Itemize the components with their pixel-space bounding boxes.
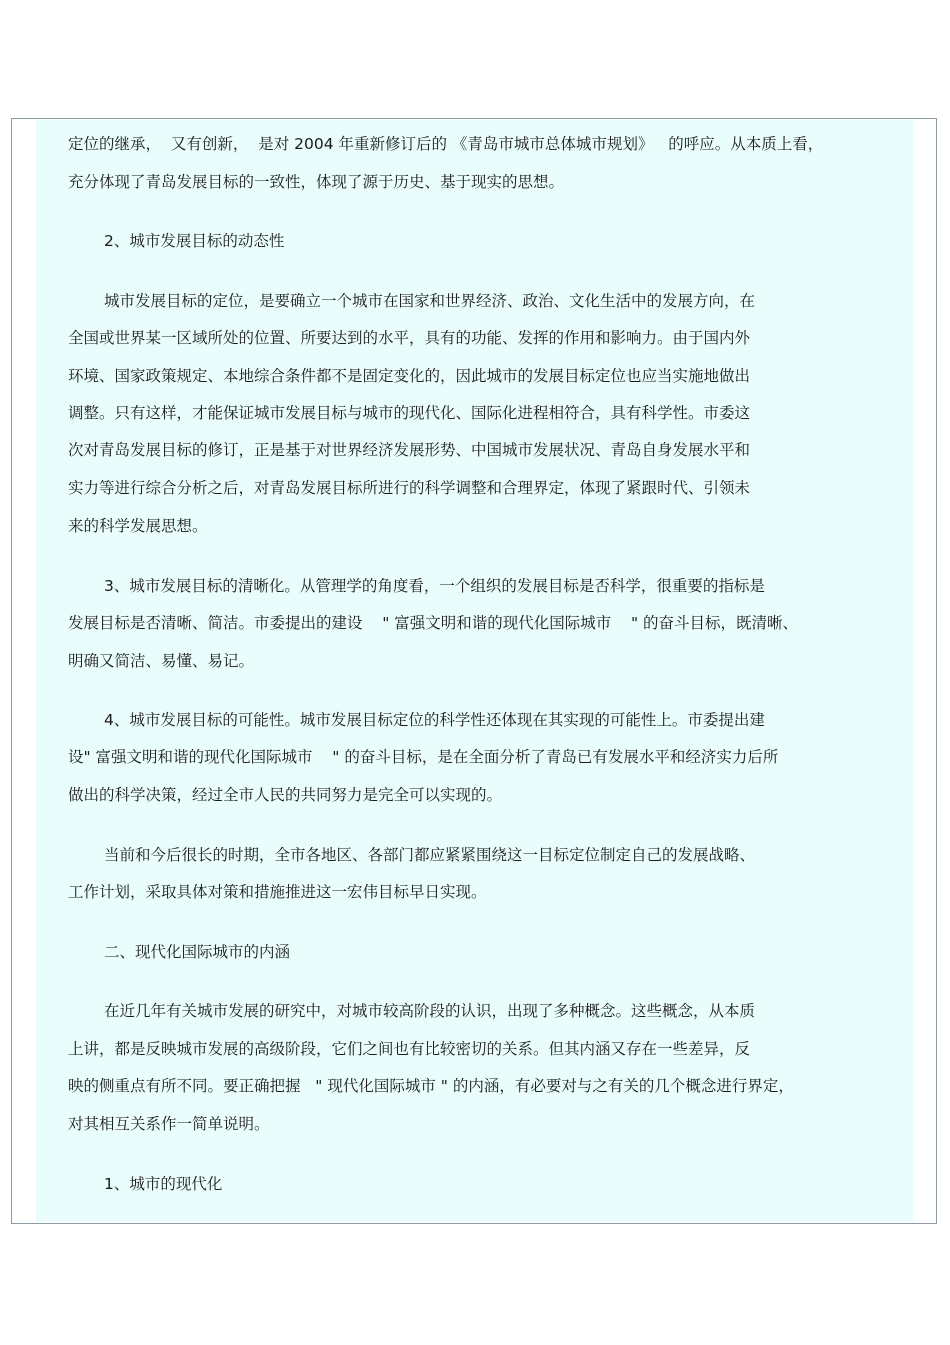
paragraph-line: 在近几年有关城市发展的研究中，对城市较高阶段的认识，出现了多种概念。这些概念，从本质: [104, 1002, 756, 1020]
paragraph-line: 工作计划，采取具体对策和措施推进这一宏伟目标早日实现。: [68, 883, 487, 901]
paragraph-line: 4、城市发展目标的可能性。城市发展目标定位的科学性还体现在其实现的可能性上。市委提出建: [104, 711, 765, 729]
paragraph-line: 3、城市发展目标的清晰化。从管理学的角度看，一个组织的发展目标是否科学，很重要的指标是: [104, 577, 765, 595]
section-heading: 1、城市的现代化: [104, 1175, 223, 1193]
paragraph-line: 来的科学发展思想。: [68, 517, 208, 535]
paragraph-line: 设" 富强文明和谐的现代化国际城市 " 的奋斗目标，是在全面分析了青岛已有发展水平和经济实力后所: [68, 748, 779, 766]
paragraph-line: 城市发展目标的定位，是要确立一个城市在国家和世界经济、政治、文化生活中的发展方向，在: [104, 292, 756, 310]
paragraph-line: 全国或世界某一区域所处的位置、所要达到的水平，具有的功能、发挥的作用和影响力。由于国内外: [68, 329, 751, 347]
paragraph-line: 做出的科学决策，经过全市人民的共同努力是完全可以实现的。: [68, 786, 503, 804]
paragraph-line: 映的侧重点有所不同。要正确把握 " 现代化国际城市 " 的内涵，有必要对与之有关的几个概念进行界定，: [68, 1077, 794, 1095]
paragraph-line: 发展目标是否清晰、简洁。市委提出的建设 " 富强文明和谐的现代化国际城市 " 的奋斗目标，既清晰、: [68, 614, 799, 632]
paragraph-line: 明确又简洁、易懂、易记。: [68, 652, 255, 670]
section-heading: 2、城市发展目标的动态性: [104, 232, 285, 250]
paragraph-line: 次对青岛发展目标的修订，正是基于对世界经济发展形势、中国城市发展状况、青岛自身发展水平和: [68, 441, 751, 459]
paragraph-line: 对其相互关系作一简单说明。: [68, 1115, 270, 1133]
paragraph-line: 实力等进行综合分析之后，对青岛发展目标所进行的科学调整和合理界定，体现了紧跟时代、引领未: [68, 479, 751, 497]
paragraph-line: 当前和今后很长的时期，全市各地区、各部门都应紧紧围绕这一目标定位制定自己的发展战略、: [104, 846, 756, 864]
paragraph-line: 调整。只有这样，才能保证城市发展目标与城市的现代化、国际化进程相符合，具有科学性。市委这: [68, 404, 751, 422]
paragraph-line: 环境、国家政策规定、本地综合条件都不是固定变化的，因此城市的发展目标定位也应当实施地做出: [68, 367, 751, 385]
paragraph-line: 定位的继承， 又有创新， 是对 2004 年重新修订后的 《青岛市城市总体城市规划》 的呼应。从本质上看，: [68, 135, 824, 153]
section-heading: 二、现代化国际城市的内涵: [104, 943, 291, 961]
paragraph-line: 上讲，都是反映城市发展的高级阶段，它们之间也有比较密切的关系。但其内涵又存在一些差异，反: [68, 1040, 751, 1058]
paragraph-line: 充分体现了青岛发展目标的一致性，体现了源于历史、基于现实的思想。: [68, 173, 565, 191]
